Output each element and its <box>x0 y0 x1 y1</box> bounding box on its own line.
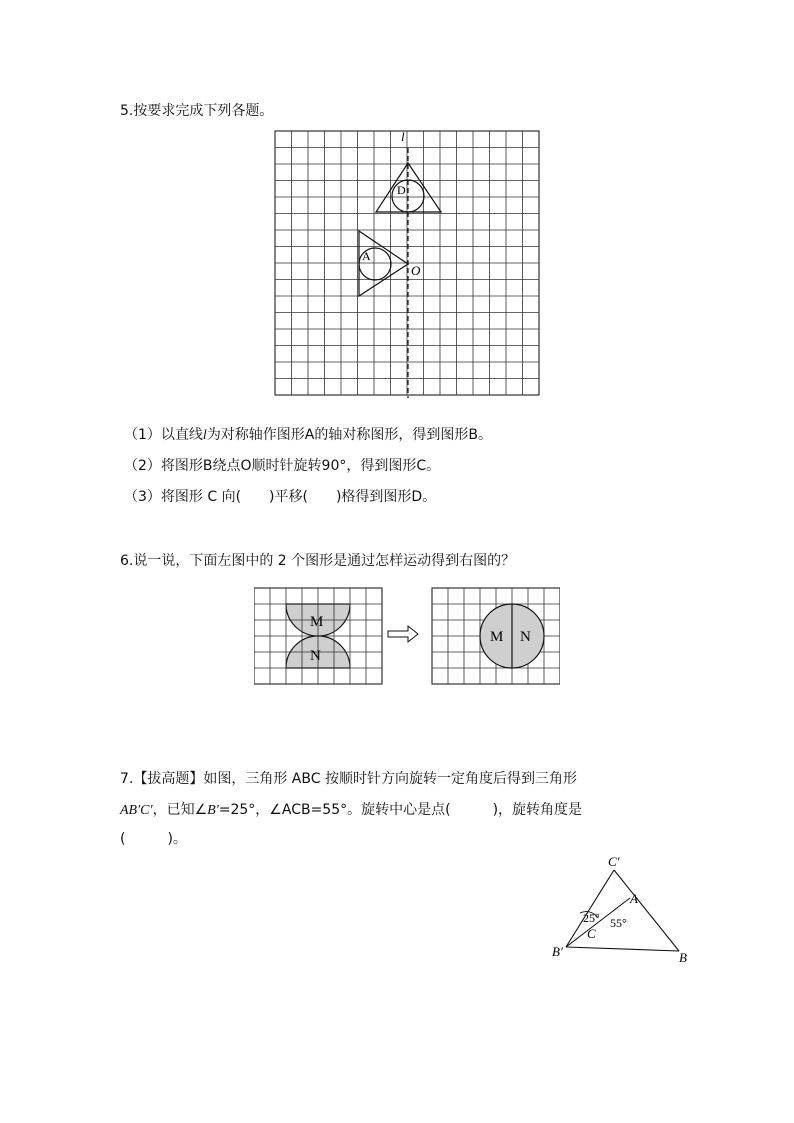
q5-sub1-post: 为对称轴作图形A的轴对称图形，得到图形B。 <box>206 427 492 443</box>
q5-sub3: （3）将图形 C 向( )平移( )格得到图形D。 <box>124 489 437 505</box>
q7-var-abc-prime: AB′C′ <box>120 803 153 818</box>
line-l-label: l <box>401 129 405 144</box>
right-label-m: M <box>490 629 504 645</box>
angle-55: 55° <box>610 916 627 930</box>
q7-line1: 7.【拔高题】如图，三角形 ABC 按顺时针方向旋转一定角度后得到三角形 <box>120 771 577 787</box>
q5-sub2: （2）将图形B绕点O顺时针旋转90°，得到图形C。 <box>124 458 441 474</box>
label-b: B <box>679 950 687 965</box>
label-c: C <box>587 926 596 941</box>
left-label-m: M <box>310 614 324 630</box>
q5-sub1-pre: （1）以直线 <box>124 427 203 443</box>
q7-line2 <box>120 801 582 820</box>
seg-bprime-b <box>566 947 679 951</box>
label-b-prime: B′ <box>552 944 563 959</box>
point-o-label: O <box>411 263 421 278</box>
q5-sub1 <box>124 426 492 445</box>
q7-line2-c: =25°，∠ACB=55°。旋转中心是点( )，旋转角度是 <box>218 802 583 818</box>
seg-cprime-b <box>614 870 679 951</box>
shape-a-label: A <box>362 249 371 263</box>
q6-title: 6.说一说，下面左图中的 2 个图形是通过怎样运动得到右图的？ <box>120 553 516 569</box>
label-c-prime: C′ <box>608 854 620 869</box>
shape-d-label: D <box>397 183 406 197</box>
q5-grid-figure <box>273 127 547 401</box>
angle-25: 25° <box>583 911 600 925</box>
arrow-icon <box>388 626 418 642</box>
q5-title: 5.按要求完成下列各题。 <box>120 103 274 119</box>
q7-line3: ( )。 <box>120 831 187 847</box>
q7-line2-a: ，已知∠ <box>152 802 208 818</box>
label-a: A <box>630 891 638 906</box>
shape-a-triangle <box>359 231 408 296</box>
q5-sub1-var: l <box>202 428 207 443</box>
left-label-n: N <box>310 648 321 664</box>
q7-var-b-prime: B′ <box>207 803 219 818</box>
q7-triangle-figure <box>545 853 695 968</box>
q6-figure <box>254 587 560 685</box>
right-label-n: N <box>520 629 531 645</box>
